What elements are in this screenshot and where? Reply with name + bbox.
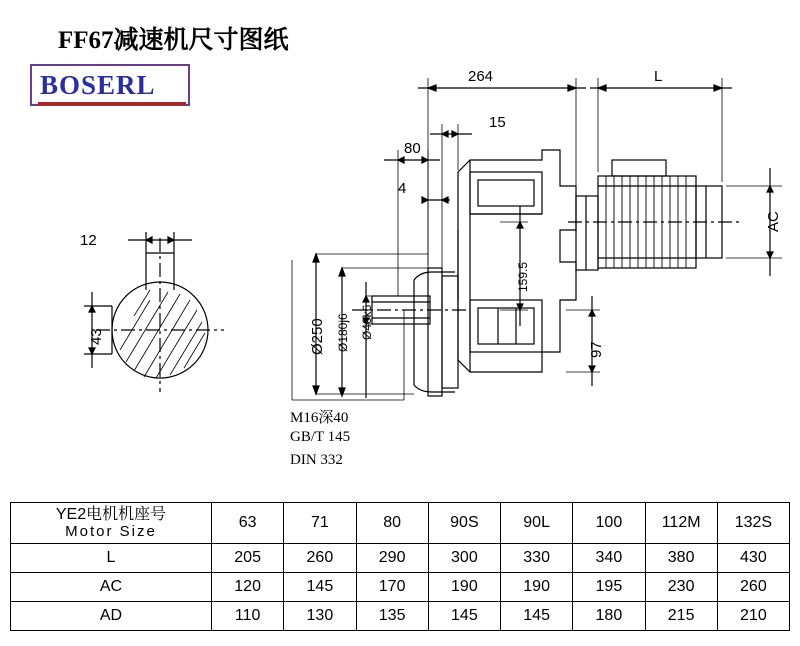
table-col-header: 90L [501, 503, 573, 544]
table-col-header: 63 [212, 503, 284, 544]
dim-label-80: 80 [404, 140, 421, 157]
table-col-header: 71 [284, 503, 356, 544]
table-cell: 260 [284, 544, 356, 573]
dim-label-shaft-flat: 43 [88, 328, 105, 345]
table-row-header-en: Motor Size [65, 523, 157, 540]
dim-label-key-width: 12 [80, 232, 97, 249]
note-thread-depth: M16深40 [290, 410, 349, 426]
table-row-label: AD [11, 602, 212, 631]
table-cell: 110 [212, 602, 284, 631]
table-cell: 180 [573, 602, 645, 631]
table-cell: 195 [573, 573, 645, 602]
dim-label-4: 4 [398, 180, 407, 197]
table-row [11, 602, 790, 631]
motor-size-table [10, 502, 790, 631]
table-cell: 340 [573, 544, 645, 573]
dim-label-264: 264 [468, 68, 494, 85]
dim-label-97: 97 [588, 341, 605, 358]
table-header-row [11, 503, 790, 544]
table-cell: 260 [717, 573, 789, 602]
table-row-label: L [11, 544, 212, 573]
table-cell: 215 [645, 602, 717, 631]
table-row [11, 573, 790, 602]
table-cell: 170 [356, 573, 428, 602]
table-cell: 190 [428, 573, 500, 602]
table-col-header: 100 [573, 503, 645, 544]
table-cell: 190 [501, 573, 573, 602]
dim-label-motor-length: L [654, 68, 663, 85]
terminal-box [612, 160, 666, 176]
dim-label-dia-180: Ø180j6 [336, 313, 350, 352]
table-cell: 135 [356, 602, 428, 631]
table-row-header-cn: YE2电机机座号 [55, 506, 167, 523]
table-cell: 145 [284, 573, 356, 602]
dim-label-dia-250: Ø250 [309, 318, 326, 355]
table-row [11, 544, 790, 573]
table-cell: 230 [645, 573, 717, 602]
table-cell: 300 [428, 544, 500, 573]
table-col-header: 80 [356, 503, 428, 544]
table-cell: 120 [212, 573, 284, 602]
table-cell: 205 [212, 544, 284, 573]
table-cell: 290 [356, 544, 428, 573]
dim-label-dia-40: Ø40k6 [360, 304, 374, 340]
brand-logo-text: BOSERL [40, 70, 156, 100]
table-row-label: AC [11, 573, 212, 602]
table-row-header-motor-size [11, 503, 212, 544]
note-standard-din: DIN 332 [290, 452, 343, 468]
note-standard-gbt: GB/T 145 [290, 429, 351, 445]
table-cell: 145 [428, 602, 500, 631]
table-col-header: 112M [645, 503, 717, 544]
table-col-header: 90S [428, 503, 500, 544]
table-cell: 380 [645, 544, 717, 573]
dim-label-AC: AC [765, 211, 782, 232]
table-cell: 210 [717, 602, 789, 631]
table-cell: 330 [501, 544, 573, 573]
table-cell: 430 [717, 544, 789, 573]
table-cell: 145 [501, 602, 573, 631]
table-col-header: 132S [717, 503, 789, 544]
dim-label-15: 15 [489, 114, 506, 131]
table-cell: 130 [284, 602, 356, 631]
page-title: FF67减速机尺寸图纸 [58, 27, 289, 54]
dim-label-159-5: 159.5 [516, 261, 530, 292]
